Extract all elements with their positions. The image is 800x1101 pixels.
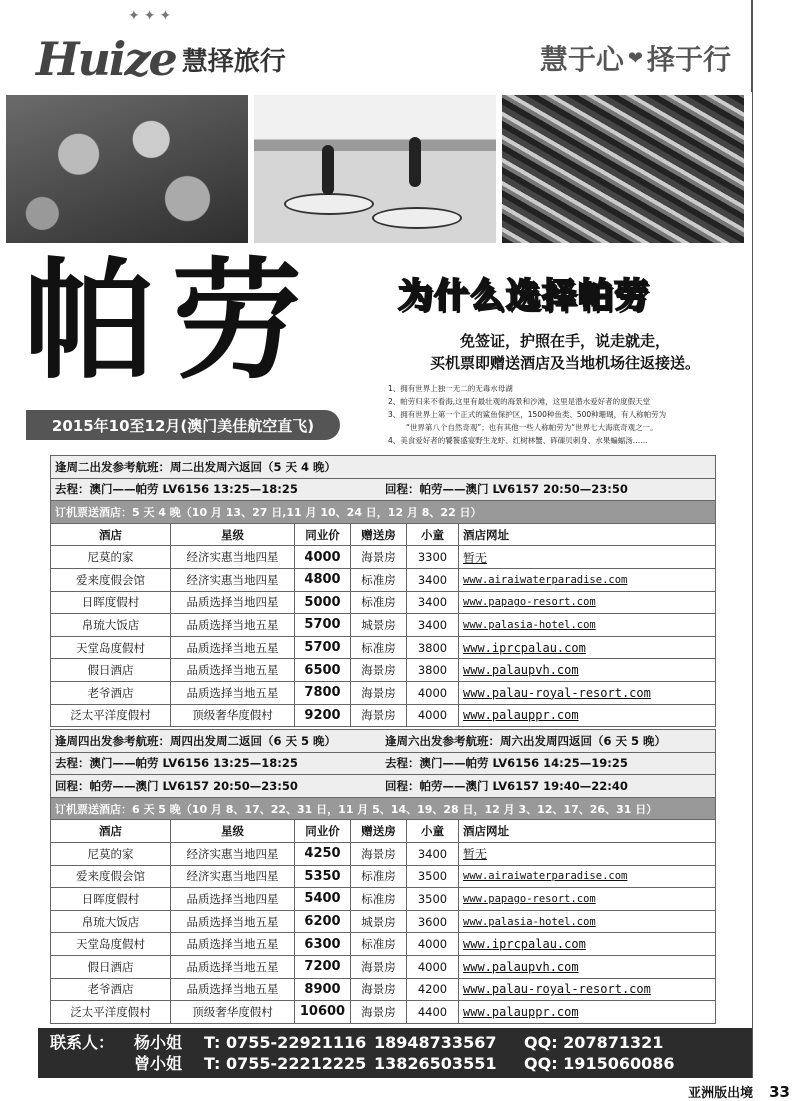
hotel-room: 标准房 — [351, 568, 407, 591]
col-hotel: 酒店 — [51, 820, 171, 843]
hotel-price: 5400 — [295, 888, 351, 911]
flight-go: 去程：澳门——帕劳 LV6156 13:25—18:25 — [55, 482, 298, 497]
schedule-table-5d4n — [50, 455, 716, 727]
photo-strip — [6, 95, 744, 243]
contact-mobile[interactable]: 18948733567 — [374, 1033, 497, 1052]
hotel-star: 品质选择当地五星 — [171, 659, 295, 682]
hotel-name: 老爷酒店 — [51, 681, 171, 704]
why-point: 3、拥有世界上第一个正式的鲨鱼保护区，1500种鱼类、500种珊瑚，有人称帕劳为 — [388, 410, 667, 419]
why-point: 1、拥有世界上独一无二的无毒水母湖 — [388, 384, 513, 393]
hotel-room: 标准房 — [351, 636, 407, 659]
why-point: 4、美食爱好者的饕餮盛宴野生龙虾、红树林蟹、砗磲贝刺身、水果蝙蝠汤…… — [388, 436, 648, 445]
col-hotel: 酒店 — [51, 523, 171, 546]
hotel-price: 7800 — [295, 681, 351, 704]
flight-info — [51, 478, 716, 501]
contact-mobile[interactable]: 13826503551 — [374, 1054, 497, 1073]
photo-fish — [502, 95, 744, 243]
paddleboard-shape — [284, 193, 374, 215]
flight-return: 回程：帕劳——澳门 LV6157 20:50—23:50 — [385, 482, 628, 497]
hotel-room: 海景房 — [351, 546, 407, 569]
hotel-star: 品质选择当地五星 — [171, 910, 295, 933]
table-row — [51, 1001, 716, 1024]
hotel-price: 6200 — [295, 910, 351, 933]
hotel-child-price: 3500 — [407, 865, 459, 888]
date-banner: 2015年10至12月(澳门美佳航空直飞) — [26, 410, 340, 440]
why-sub-line2: 买机票即赠送酒店及当地机场往返接送。 — [429, 354, 700, 372]
hotel-star: 经济实惠当地四星 — [171, 865, 295, 888]
table-row — [51, 546, 716, 569]
table-row — [51, 591, 716, 614]
hotel-child-price: 3400 — [407, 842, 459, 865]
table-row — [51, 888, 716, 911]
table-row — [51, 865, 716, 888]
hotel-child-price: 3800 — [407, 636, 459, 659]
hotel-url[interactable]: www.palasia-hotel.com — [459, 910, 716, 933]
hotel-child-price: 3500 — [407, 888, 459, 911]
hotel-name: 帛琉大饭店 — [51, 910, 171, 933]
contact-tel[interactable]: T: 0755-22212225 — [204, 1054, 367, 1073]
flight-go-thu: 去程：澳门——帕劳 LV6156 13:25—18:25 — [55, 756, 298, 771]
slogan-a: 慧于心 — [539, 43, 624, 76]
hotel-child-price: 3300 — [407, 546, 459, 569]
hotel-url[interactable]: www.iprcpalau.com — [459, 636, 716, 659]
contact-name: 杨小姐 — [134, 1033, 183, 1052]
hotel-price: 10600 — [295, 1001, 351, 1024]
photo-paddleboard — [254, 95, 496, 243]
logo — [36, 26, 286, 86]
hotel-name: 泛太平洋度假村 — [51, 1001, 171, 1024]
logo-cn: 慧择旅行 — [181, 47, 286, 77]
hotel-price: 5700 — [295, 614, 351, 637]
hotel-price: 4800 — [295, 568, 351, 591]
contact-label: 联系人： — [50, 1033, 115, 1052]
why-point: “世界第八个自然奇观”；也有其他一些人称帕劳为“世界七大海底奇观之一。 — [406, 423, 658, 432]
flight-titles — [51, 730, 716, 753]
hotel-price: 8900 — [295, 978, 351, 1001]
col-star: 星级 — [171, 820, 295, 843]
flight-title: 逢周二出发参考航班：周二出发周六返回（5 天 4 晚） — [51, 456, 716, 479]
hotel-star: 品质选择当地四星 — [171, 888, 295, 911]
hotel-title: 订机票送酒店：6 天 5 晚（10 月 8、17、22、31 日，11 月 5、14、19、28 日，12 月 3、12、17、26、31 日） — [51, 797, 716, 820]
hotel-price: 9200 — [295, 704, 351, 727]
hotel-price: 4250 — [295, 842, 351, 865]
hotel-url[interactable]: www.iprcpalau.com — [459, 933, 716, 956]
hotel-url[interactable]: www.palaupvh.com — [459, 659, 716, 682]
slogan — [540, 38, 731, 78]
hotel-name: 天堂岛度假村 — [51, 933, 171, 956]
hotel-url[interactable]: www.papago-resort.com — [459, 888, 716, 911]
person-shape — [409, 137, 421, 187]
destination-title: 帕劳 — [24, 245, 321, 397]
hotel-room: 海景房 — [351, 955, 407, 978]
hotel-url[interactable]: www.palau-royal-resort.com — [459, 681, 716, 704]
hotel-title: 订机票送酒店：5 天 4 晚（10 月 13、27 日,11 月 10、24 日，12 月 8、22 日） — [51, 501, 716, 524]
hotel-name: 日晖度假村 — [51, 591, 171, 614]
hotel-room: 标准房 — [351, 591, 407, 614]
table-row — [51, 681, 716, 704]
col-price: 同业价 — [295, 523, 351, 546]
hotel-name: 帛琉大饭店 — [51, 614, 171, 637]
hotel-child-price: 3600 — [407, 910, 459, 933]
hotel-name: 天堂岛度假村 — [51, 636, 171, 659]
col-url: 酒店网址 — [459, 820, 716, 843]
hotel-price: 5700 — [295, 636, 351, 659]
footer — [688, 1082, 790, 1101]
hotel-room: 城景房 — [351, 614, 407, 637]
hotel-url[interactable]: www.airaiwaterparadise.com — [459, 568, 716, 591]
hotel-url[interactable]: 暂无 — [459, 546, 716, 569]
slogan-b: 择于行 — [646, 43, 731, 76]
star-icons: ✦✦✦ — [128, 8, 176, 24]
hotel-price: 5350 — [295, 865, 351, 888]
hotel-room: 海景房 — [351, 704, 407, 727]
col-url: 酒店网址 — [459, 523, 716, 546]
hotel-name: 尼莫的家 — [51, 546, 171, 569]
table-row — [51, 933, 716, 956]
paddleboard-shape — [372, 207, 462, 229]
hotel-room: 海景房 — [351, 978, 407, 1001]
hotel-url[interactable]: www.palaupvh.com — [459, 955, 716, 978]
person-shape — [322, 145, 334, 195]
hotel-room: 城景房 — [351, 910, 407, 933]
hotel-price: 5000 — [295, 591, 351, 614]
flight-return-sat: 回程：帕劳——澳门 LV6157 19:40—22:40 — [385, 778, 628, 793]
page-margin — [752, 0, 800, 1078]
contact-line — [50, 1053, 740, 1074]
hotel-name: 爱来度假会馆 — [51, 568, 171, 591]
hotel-price: 7200 — [295, 955, 351, 978]
why-subtitle — [380, 330, 750, 374]
hotel-child-price: 3400 — [407, 591, 459, 614]
footer-section: 亚洲版出境 — [688, 1086, 754, 1101]
table-row — [51, 568, 716, 591]
hotel-child-price: 4400 — [407, 1001, 459, 1024]
hotel-child-price: 3800 — [407, 659, 459, 682]
contact-line — [50, 1032, 740, 1053]
hotel-star: 品质选择当地五星 — [171, 681, 295, 704]
table-row — [51, 910, 716, 933]
hotel-name: 尼莫的家 — [51, 842, 171, 865]
hotel-name: 假日酒店 — [51, 955, 171, 978]
hotel-room: 标准房 — [351, 888, 407, 911]
hotel-url[interactable]: www.palauppr.com — [459, 704, 716, 727]
table-row — [51, 614, 716, 637]
flight-return-row — [51, 775, 716, 798]
col-child: 小童 — [407, 820, 459, 843]
table-row — [51, 704, 716, 727]
table-row — [51, 978, 716, 1001]
hotel-price: 6500 — [295, 659, 351, 682]
why-point: 2、帕劳归来不看海,这里有最壮观的海景和沙滩，这里是潜水爱好者的度假天堂 — [388, 397, 651, 406]
hotel-child-price: 4000 — [407, 933, 459, 956]
col-child: 小童 — [407, 523, 459, 546]
col-room: 赠送房 — [351, 820, 407, 843]
column-headers — [51, 820, 716, 843]
hotel-star: 经济实惠当地四星 — [171, 568, 295, 591]
why-points — [388, 382, 758, 447]
hotel-name: 日晖度假村 — [51, 888, 171, 911]
hotel-star: 品质选择当地四星 — [171, 591, 295, 614]
hotel-room: 海景房 — [351, 681, 407, 704]
page-number: 33 — [769, 1082, 790, 1101]
table-row — [51, 636, 716, 659]
hotel-child-price: 4000 — [407, 704, 459, 727]
hotel-name: 老爷酒店 — [51, 978, 171, 1001]
contact-bar — [38, 1028, 752, 1078]
col-star: 星级 — [171, 523, 295, 546]
why-sub-line1: 免签证，护照在手，说走就走， — [459, 332, 670, 350]
flight-title-sat: 逢周六出发参考航班：周六出发周四返回（6 天 5 晚） — [385, 733, 667, 748]
hotel-star: 经济实惠当地四星 — [171, 546, 295, 569]
hotel-url[interactable]: www.palauppr.com — [459, 1001, 716, 1024]
hotel-star: 顶级奢华度假村 — [171, 704, 295, 727]
hotel-price: 6300 — [295, 933, 351, 956]
hotel-room: 标准房 — [351, 933, 407, 956]
why-title: 为什么选择帕劳 — [398, 276, 650, 316]
hotel-child-price: 4000 — [407, 955, 459, 978]
hotel-url[interactable]: www.palasia-hotel.com — [459, 614, 716, 637]
heart-icon: ❤ — [627, 47, 643, 69]
hotel-star: 品质选择当地五星 — [171, 978, 295, 1001]
hotel-child-price: 3400 — [407, 568, 459, 591]
flight-title-thu: 逢周四出发参考航班：周四出发周二返回（6 天 5 晚） — [55, 733, 337, 748]
table-row — [51, 659, 716, 682]
hotel-star: 顶级奢华度假村 — [171, 1001, 295, 1024]
hotel-room: 海景房 — [351, 659, 407, 682]
schedule-table-6d5n — [50, 729, 716, 1024]
col-room: 赠送房 — [351, 523, 407, 546]
flight-go-sat: 去程：澳门——帕劳 LV6156 14:25—19:25 — [385, 756, 628, 771]
hotel-star: 品质选择当地五星 — [171, 614, 295, 637]
hotel-star: 品质选择当地五星 — [171, 955, 295, 978]
table-row — [51, 842, 716, 865]
hotel-child-price: 3400 — [407, 614, 459, 637]
hotel-child-price: 4200 — [407, 978, 459, 1001]
col-price: 同业价 — [295, 820, 351, 843]
hotel-star: 经济实惠当地四星 — [171, 842, 295, 865]
hotel-url[interactable]: www.papago-resort.com — [459, 591, 716, 614]
hotel-name: 泛太平洋度假村 — [51, 704, 171, 727]
contact-qq[interactable]: QQ: 1915060086 — [524, 1054, 675, 1073]
hotel-room: 海景房 — [351, 842, 407, 865]
logo-en: Huize — [36, 32, 176, 86]
hotel-child-price: 4000 — [407, 681, 459, 704]
column-headers — [51, 523, 716, 546]
header — [0, 0, 752, 92]
contact-tel[interactable]: T: 0755-22921116 — [204, 1033, 367, 1052]
hotel-star: 品质选择当地五星 — [171, 636, 295, 659]
photo-snorkel — [6, 95, 248, 243]
hotel-name: 爱来度假会馆 — [51, 865, 171, 888]
contact-name: 曾小姐 — [134, 1054, 183, 1073]
hotel-url[interactable]: 暂无 — [459, 842, 716, 865]
hotel-room: 标准房 — [351, 865, 407, 888]
hotel-url[interactable]: www.airaiwaterparadise.com — [459, 865, 716, 888]
contact-qq[interactable]: QQ: 207871321 — [524, 1033, 664, 1052]
hotel-star: 品质选择当地五星 — [171, 933, 295, 956]
hotel-room: 海景房 — [351, 1001, 407, 1024]
flight-go-row — [51, 752, 716, 775]
hotel-price: 4000 — [295, 546, 351, 569]
hotel-name: 假日酒店 — [51, 659, 171, 682]
hotel-url[interactable]: www.palau-royal-resort.com — [459, 978, 716, 1001]
flight-return-thu: 回程：帕劳——澳门 LV6157 20:50—23:50 — [55, 778, 298, 793]
table-row — [51, 955, 716, 978]
